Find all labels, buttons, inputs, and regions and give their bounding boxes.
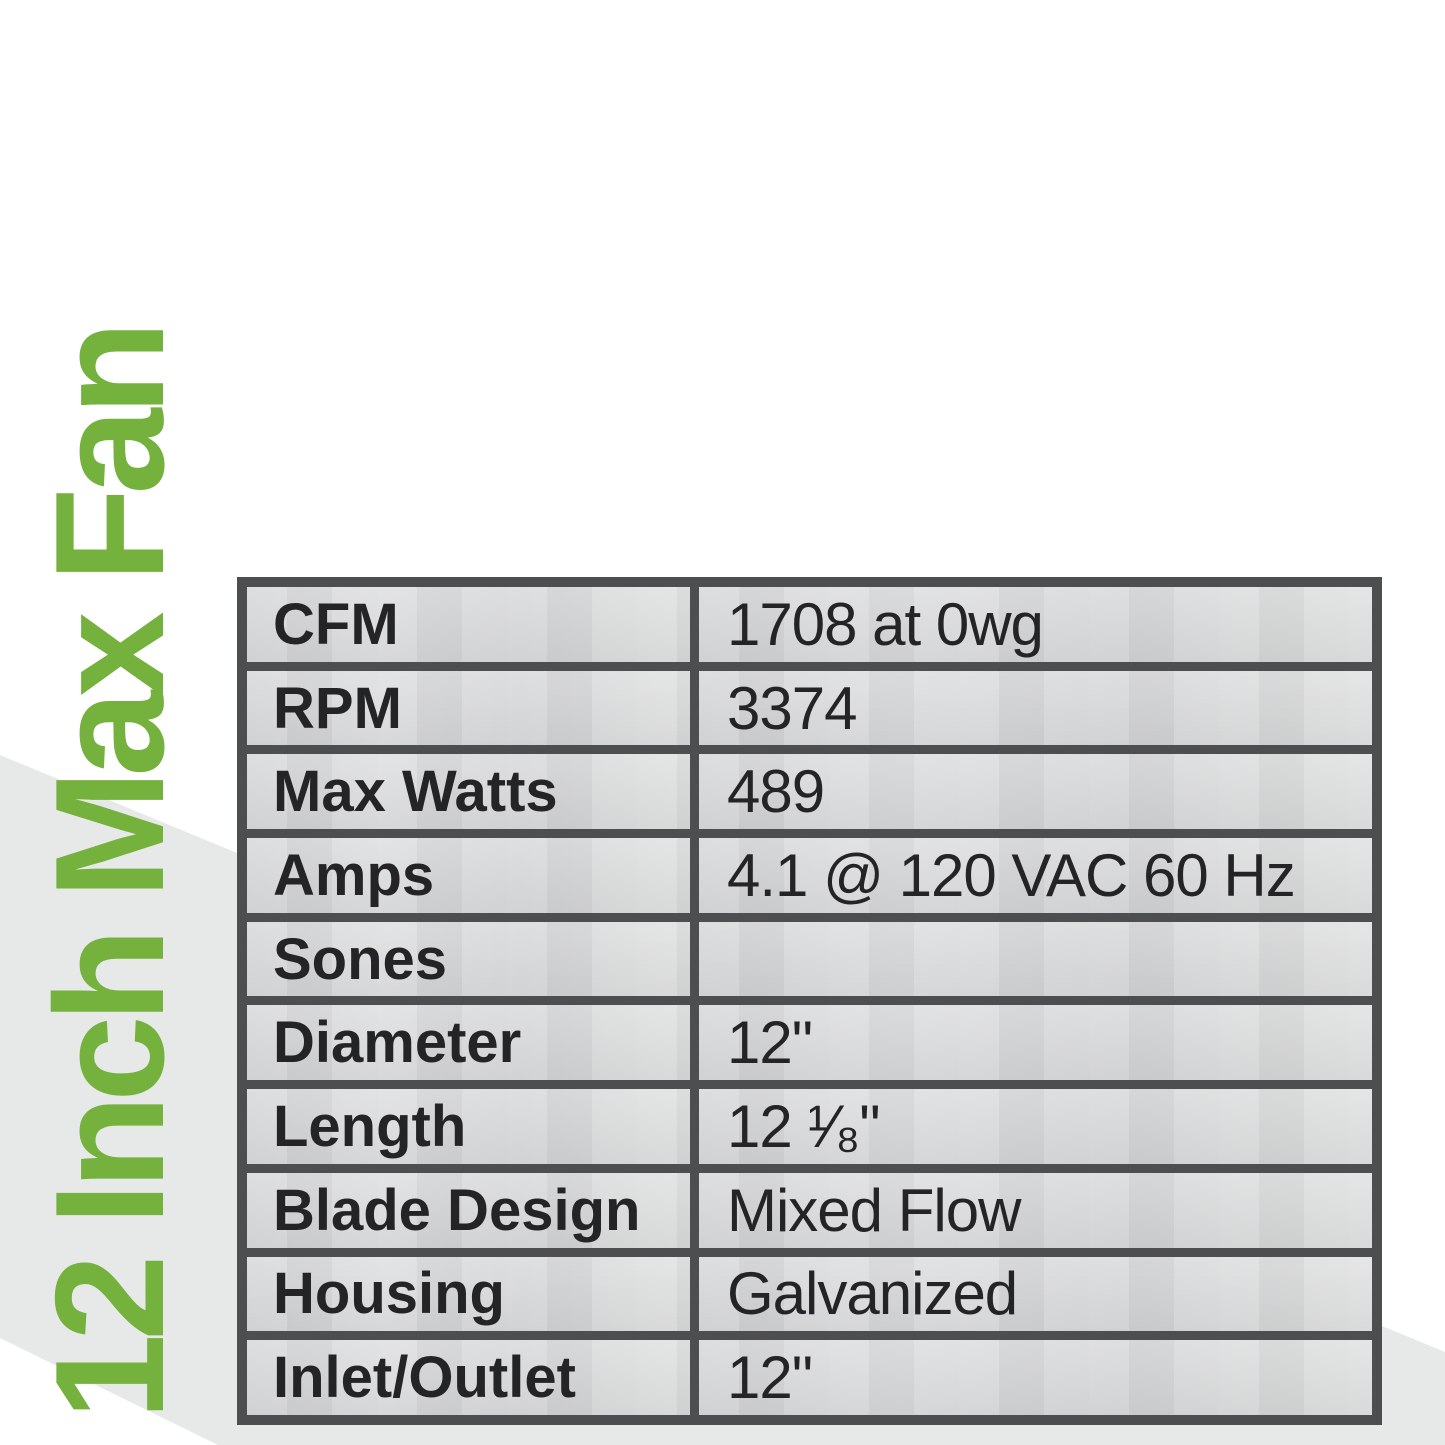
row-label-inlet-outlet: Inlet/Outlet	[247, 1340, 690, 1415]
row-value-max-watts: 489	[699, 754, 1372, 829]
row-label-amps: Amps	[247, 838, 690, 913]
row-value-sones	[699, 922, 1372, 997]
row-label-blade-design: Blade Design	[247, 1173, 690, 1248]
row-label-diameter: Diameter	[247, 1005, 690, 1080]
row-value-cfm: 1708 at 0wg	[699, 587, 1372, 662]
row-label-length: Length	[247, 1089, 690, 1164]
row-label-sones: Sones	[247, 922, 690, 997]
row-label-max-watts: Max Watts	[247, 754, 690, 829]
row-value-blade-design: Mixed Flow	[699, 1173, 1372, 1248]
row-value-inlet-outlet: 12"	[699, 1340, 1372, 1415]
row-label-cfm: CFM	[247, 587, 690, 662]
row-label-housing: Housing	[247, 1257, 690, 1332]
row-label-rpm: RPM	[247, 671, 690, 746]
row-value-amps: 4.1 @ 120 VAC 60 Hz	[699, 838, 1372, 913]
row-value-rpm: 3374	[699, 671, 1372, 746]
row-value-housing: Galvanized	[699, 1257, 1372, 1332]
page-title: 12 Inch Max Fan	[23, 327, 196, 1420]
row-value-length: 12 ¹⁄₈"	[699, 1089, 1372, 1164]
row-value-diameter: 12"	[699, 1005, 1372, 1080]
spec-table	[237, 577, 1382, 1425]
